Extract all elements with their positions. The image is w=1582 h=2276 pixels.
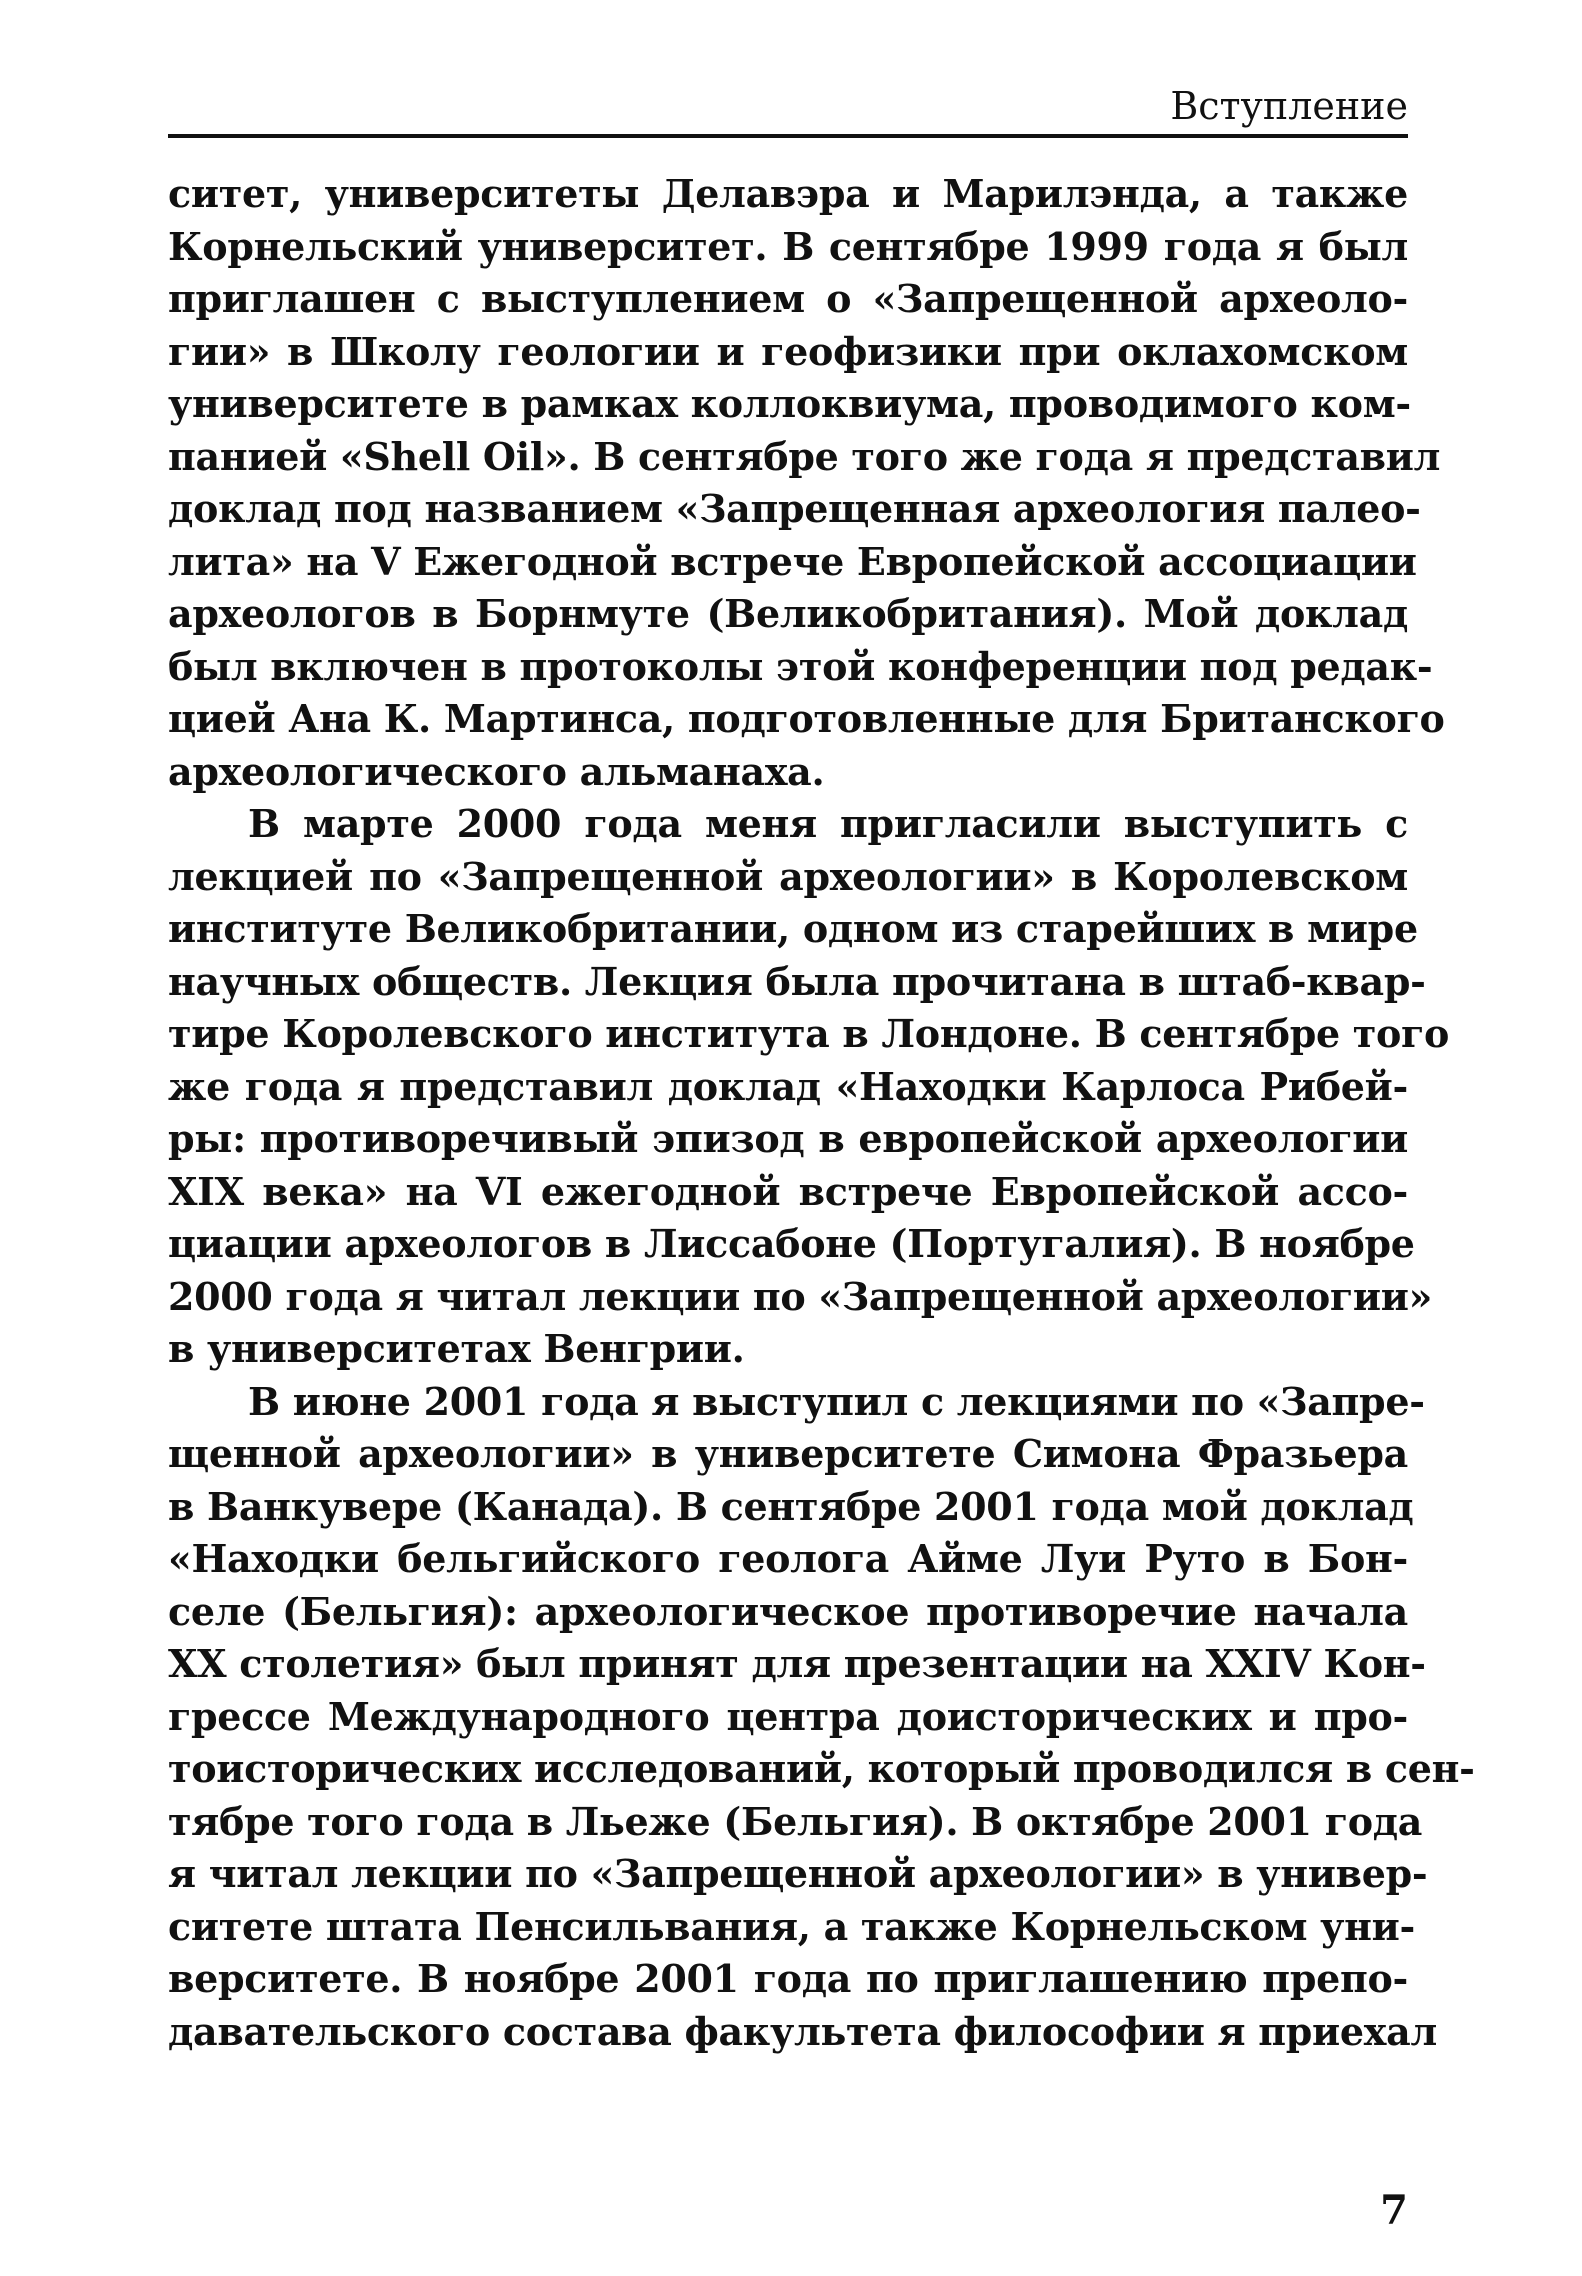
text-line: я читал лекции по «Запрещенной археологии» в универ- xyxy=(168,1851,1428,1896)
body-text xyxy=(168,168,1475,2058)
running-head: Вступление xyxy=(168,78,1408,138)
text-line: Корнельский университет. В сентябре 1999 года я был xyxy=(168,223,1408,269)
text-line: цией Ана К. Мартинса, подготовленные для Британского xyxy=(168,696,1445,741)
text-line: XX столетия» был принят для презентации на XXIV Кон- xyxy=(168,1641,1426,1686)
text-line: тоисторических исследований, который проводился в сен- xyxy=(168,1746,1475,1791)
text-line: ры: противоречивый эпизод в европейской археологии xyxy=(168,1116,1408,1161)
text-line: научных обществ. Лекция была прочитана в штаб-квар- xyxy=(168,958,1426,1004)
text-line: ситет, университеты Делавэра и Марилэнда, а также xyxy=(168,171,1408,216)
text-line: был включен в протоколы этой конференции под редак- xyxy=(168,643,1433,689)
text-line: гии» в Школу геологии и геофизики при оклахомском xyxy=(168,328,1408,374)
text-line: в Ванкувере (Канада). В сентябре 2001 года мой доклад xyxy=(168,1483,1414,1529)
text-line: лита» на V Ежегодной встрече Европейской ассоциации xyxy=(168,538,1417,584)
text-line: университете в рамках коллоквиума, проводимого ком- xyxy=(168,381,1411,426)
text-line: археологического альманаха. xyxy=(168,748,825,794)
text-line: доклад под названием «Запрещенная археология палео- xyxy=(168,486,1421,531)
text-line: тире Королевского института в Лондоне. В сентябре того xyxy=(168,1011,1450,1056)
text-line: 2000 года я читал лекции по «Запрещенной археологии» xyxy=(168,1273,1433,1319)
text-line: тябре того года в Льеже (Бельгия). В октябре 2001 года xyxy=(168,1798,1423,1844)
text-line: археологов в Борнмуте (Великобритания). Мой доклад xyxy=(168,591,1408,636)
text-line: ситете штата Пенсильвания, а также Корнельском уни- xyxy=(168,1903,1415,1949)
text-line: лекцией по «Запрещенной археологии» в Королевском xyxy=(168,853,1408,899)
text-line: циации археологов в Лиссабоне (Португалия). В ноябре xyxy=(168,1221,1415,1266)
text-line: XIX века» на VI ежегодной встрече Европейской ассо- xyxy=(168,1168,1408,1214)
text-line: панией «Shell Oil». В сентябре того же года я представил xyxy=(168,433,1441,479)
text-line: давательского состава факультета философии я приехал xyxy=(168,2008,1437,2054)
text-line: «Находки бельгийского геолога Айме Луи Руто в Бон- xyxy=(168,1536,1408,1581)
text-line: приглашен с выступлением о «Запрещенной археоло- xyxy=(168,276,1408,321)
page-number: 7 xyxy=(1380,2187,1408,2234)
text-line: верситете. В ноябре 2001 года по приглашению препо- xyxy=(168,1956,1408,2001)
text-line: институте Великобритании, одном из старейших в мире xyxy=(168,906,1418,951)
text-line: грессе Международного центра доисторических и про- xyxy=(168,1693,1408,1739)
text-line: в университетах Венгрии. xyxy=(168,1326,745,1371)
text-line: селе (Бельгия): археологическое противоречие начала xyxy=(168,1588,1408,1634)
text-line: же года я представил доклад «Находки Карлоса Рибей- xyxy=(168,1063,1408,1109)
paragraph-start-line: В марте 2000 года меня пригласили выступить с xyxy=(248,801,1408,846)
paragraph-start-line: В июне 2001 года я выступил с лекциями по «Запре- xyxy=(248,1378,1425,1424)
text-line: щенной археологии» в университете Симона Фразьера xyxy=(168,1431,1408,1476)
